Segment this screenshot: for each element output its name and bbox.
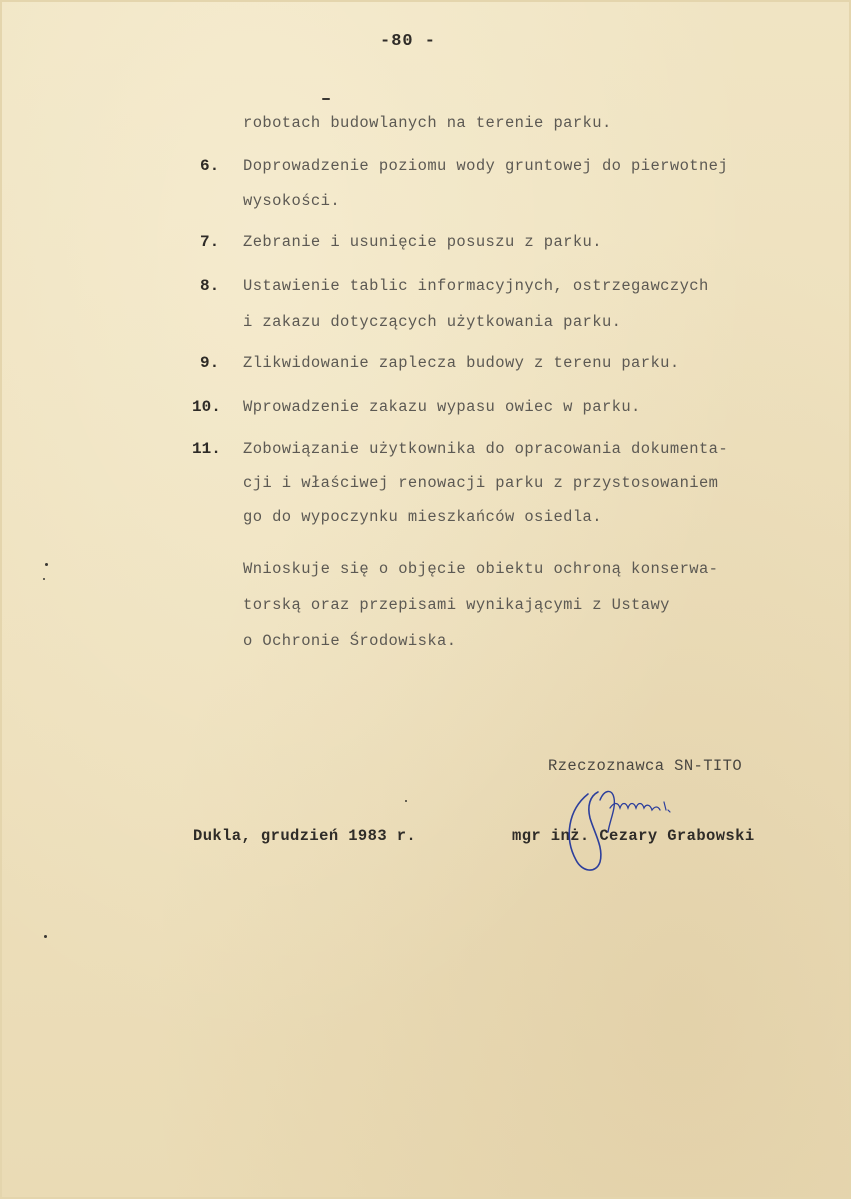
paper-speck <box>44 935 47 938</box>
item-7-line-1: Zebranie i usunięcie posuszu z parku. <box>243 233 602 251</box>
item-11-line-1: Zobowiązanie użytkownika do opracowania dokumenta- <box>243 440 729 458</box>
paper-speck <box>45 563 48 566</box>
handwritten-signature <box>560 780 710 880</box>
list-continuation-line: robotach budowlanych na terenie parku. <box>243 114 612 132</box>
item-9-line-1: Zlikwidowanie zaplecza budowy z terenu parku. <box>243 354 680 372</box>
conclusion-line-3: o Ochronie Środowiska. <box>243 632 457 650</box>
item-6-number: 6. <box>200 157 220 175</box>
item-6-line-2: wysokości. <box>243 192 341 210</box>
item-8-line-1: Ustawienie tablic informacyjnych, ostrzegawczych <box>243 277 709 295</box>
place-and-date: Dukla, grudzień 1983 r. <box>193 827 417 845</box>
item-8-number: 8. <box>200 277 220 295</box>
page-number: -80 - <box>380 32 437 51</box>
item-11-line-3: go do wypoczynku mieszkańców osiedla. <box>243 508 602 526</box>
item-9-number: 9. <box>200 354 220 372</box>
paper-speck <box>322 98 330 100</box>
item-8-line-2: i zakazu dotyczących użytkowania parku. <box>243 313 622 331</box>
item-10-line-1: Wprowadzenie zakazu wypasu owiec w parku. <box>243 398 641 416</box>
item-11-number: 11. <box>192 440 221 458</box>
item-11-line-2: cji i właściwej renowacji parku z przystosowaniem <box>243 474 719 492</box>
item-6-line-1: Doprowadzenie poziomu wody gruntowej do pierwotnej <box>243 157 729 175</box>
paper-speck <box>43 578 45 580</box>
signatory-name: mgr inż. Cezary Grabowski <box>512 827 755 845</box>
conclusion-line-2: torską oraz przepisami wynikającymi z Ustawy <box>243 596 670 614</box>
item-10-number: 10. <box>192 398 221 416</box>
signatory-role: Rzeczoznawca SN-TITO <box>548 757 743 775</box>
conclusion-line-1: Wnioskuje się o objęcie obiektu ochroną konserwa- <box>243 560 719 578</box>
paper-speck <box>405 800 407 802</box>
item-7-number: 7. <box>200 233 220 251</box>
